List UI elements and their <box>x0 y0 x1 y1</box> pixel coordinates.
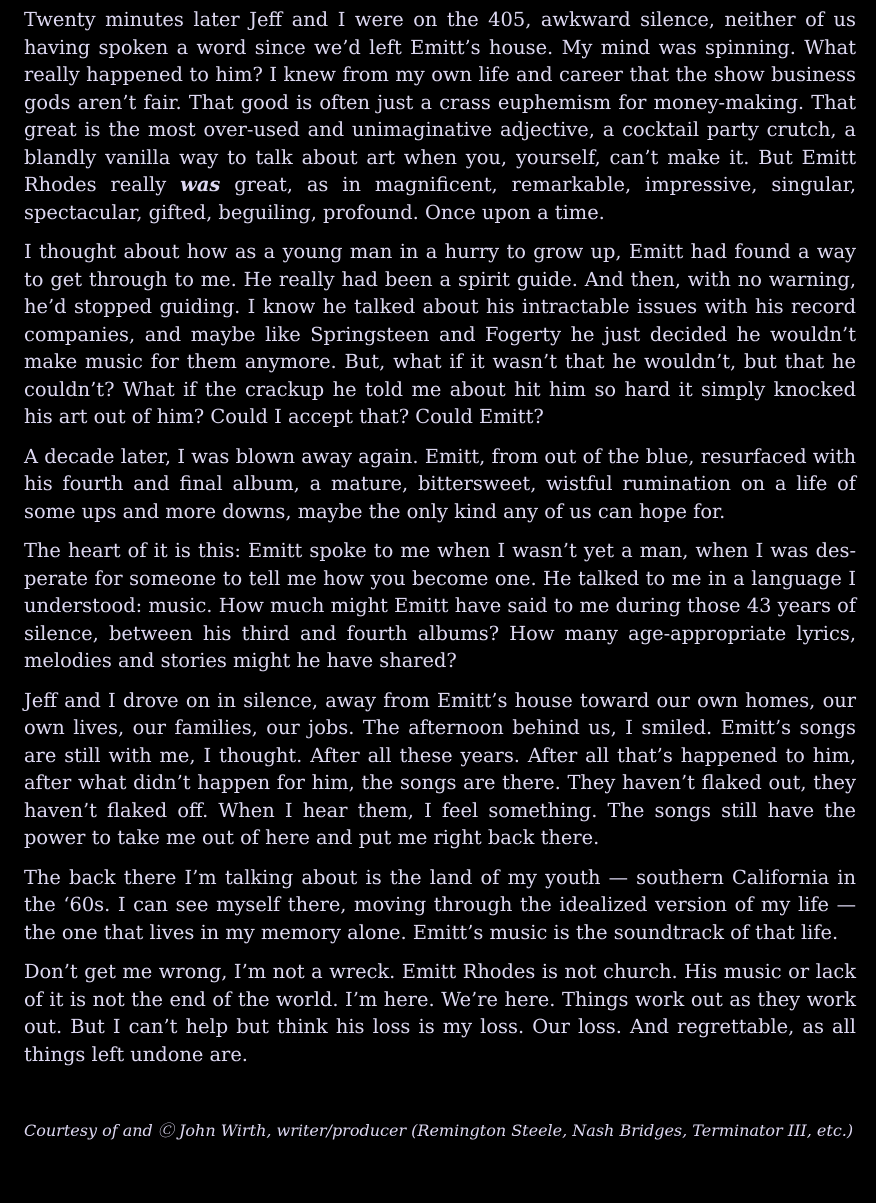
paragraph-1 <box>24 6 856 226</box>
copyright-credit: Courtesy of and Ⓒ John Wirth, writer/producer (Remington Steele, Nash Bridges, Terminator III, etc.) <box>24 1121 854 1140</box>
paragraph-5: Jeff and I drove on in silence, away from Emitt’s house toward our own homes, our own lives, our families, our jobs. The afternoon behind us, I smiled. Emitt’s songs are still with me, I thought. After all these years. After all that’s happened to him, after what didn’t happen for him, the songs are there. They haven’t flaked out, they haven’t flaked off. When I hear them, I feel something. The songs still have the power to take me out of here and put me right back there. <box>24 688 856 849</box>
paragraph-2: I thought about how as a young man in a hurry to grow up, Emitt had found a way to get through to me. He really had been a spirit guide. And then, with no warning, he’d stopped guiding. I know he talked about his intractable issues with his record companies, and maybe like Springsteen and Fogerty he just decided he wouldn’t make music for them anymore. But, what if it wasn’t that he wouldn’t, but that he couldn’t? What if the crackup he told me about hit him so hard it simply knocked his art out of him? Could I accept that? Could Emitt? <box>24 240 856 428</box>
article-body <box>24 6 856 1080</box>
paragraph-1-text-after: great, as in magnificent, remarkable, impressive, singular, spectacular, gifted, beguiling, profound. Once upon a time. <box>24 173 857 224</box>
paragraph-6: The back there I’m talking about is the land of my youth — southern California in the ‘60s. I can see myself there, moving through the idealized version of my life — the one that lives in my memory alone. Emitt’s music is the soundtrack of that life. <box>24 865 856 944</box>
paragraph-3: A decade later, I was blown away again. Emitt, from out of the blue, resurfaced with his fourth and final album, a mature, bittersweet, wistful rumination on a life of some ups and more downs, maybe the only kind any of us can hope for. <box>24 444 856 523</box>
emphasized-word: was <box>180 173 221 196</box>
paragraph-4: The heart of it is this: Emitt spoke to me when I wasn’t yet a man, when I was desperate for someone to tell me how you become one. He talked to me in a language I understood: music. How much might Emitt have said to me during those 43 years of silence, between his third and fourth albums? How many age-appropriate lyrics, melodies and stories might he have shared? <box>24 539 856 672</box>
paragraph-1-text-before: Twenty minutes later Jeff and I were on the 405, awkward silence, neither of us having spoken a word since we’d left Emitt’s house. My mind was spinning. What really happened to him? I knew from my own life and career that the show business gods aren’t fair. That good is often just a crass euphemism for money-making. That great is the most over-used and unimaginative adjective, a cocktail party crutch, a blandly vanilla way to talk about art when you, yourself, can’t make it. But Emitt Rhodes really <box>24 8 856 196</box>
paragraph-7: Don’t get me wrong, I’m not a wreck. Emitt Rhodes is not church. His music or lack of it is not the end of the world. I’m here. We’re here. Things work out as they work out. But I can’t help but think his loss is my loss. Our loss. And regrettable, as all things left undone are. <box>24 960 856 1066</box>
